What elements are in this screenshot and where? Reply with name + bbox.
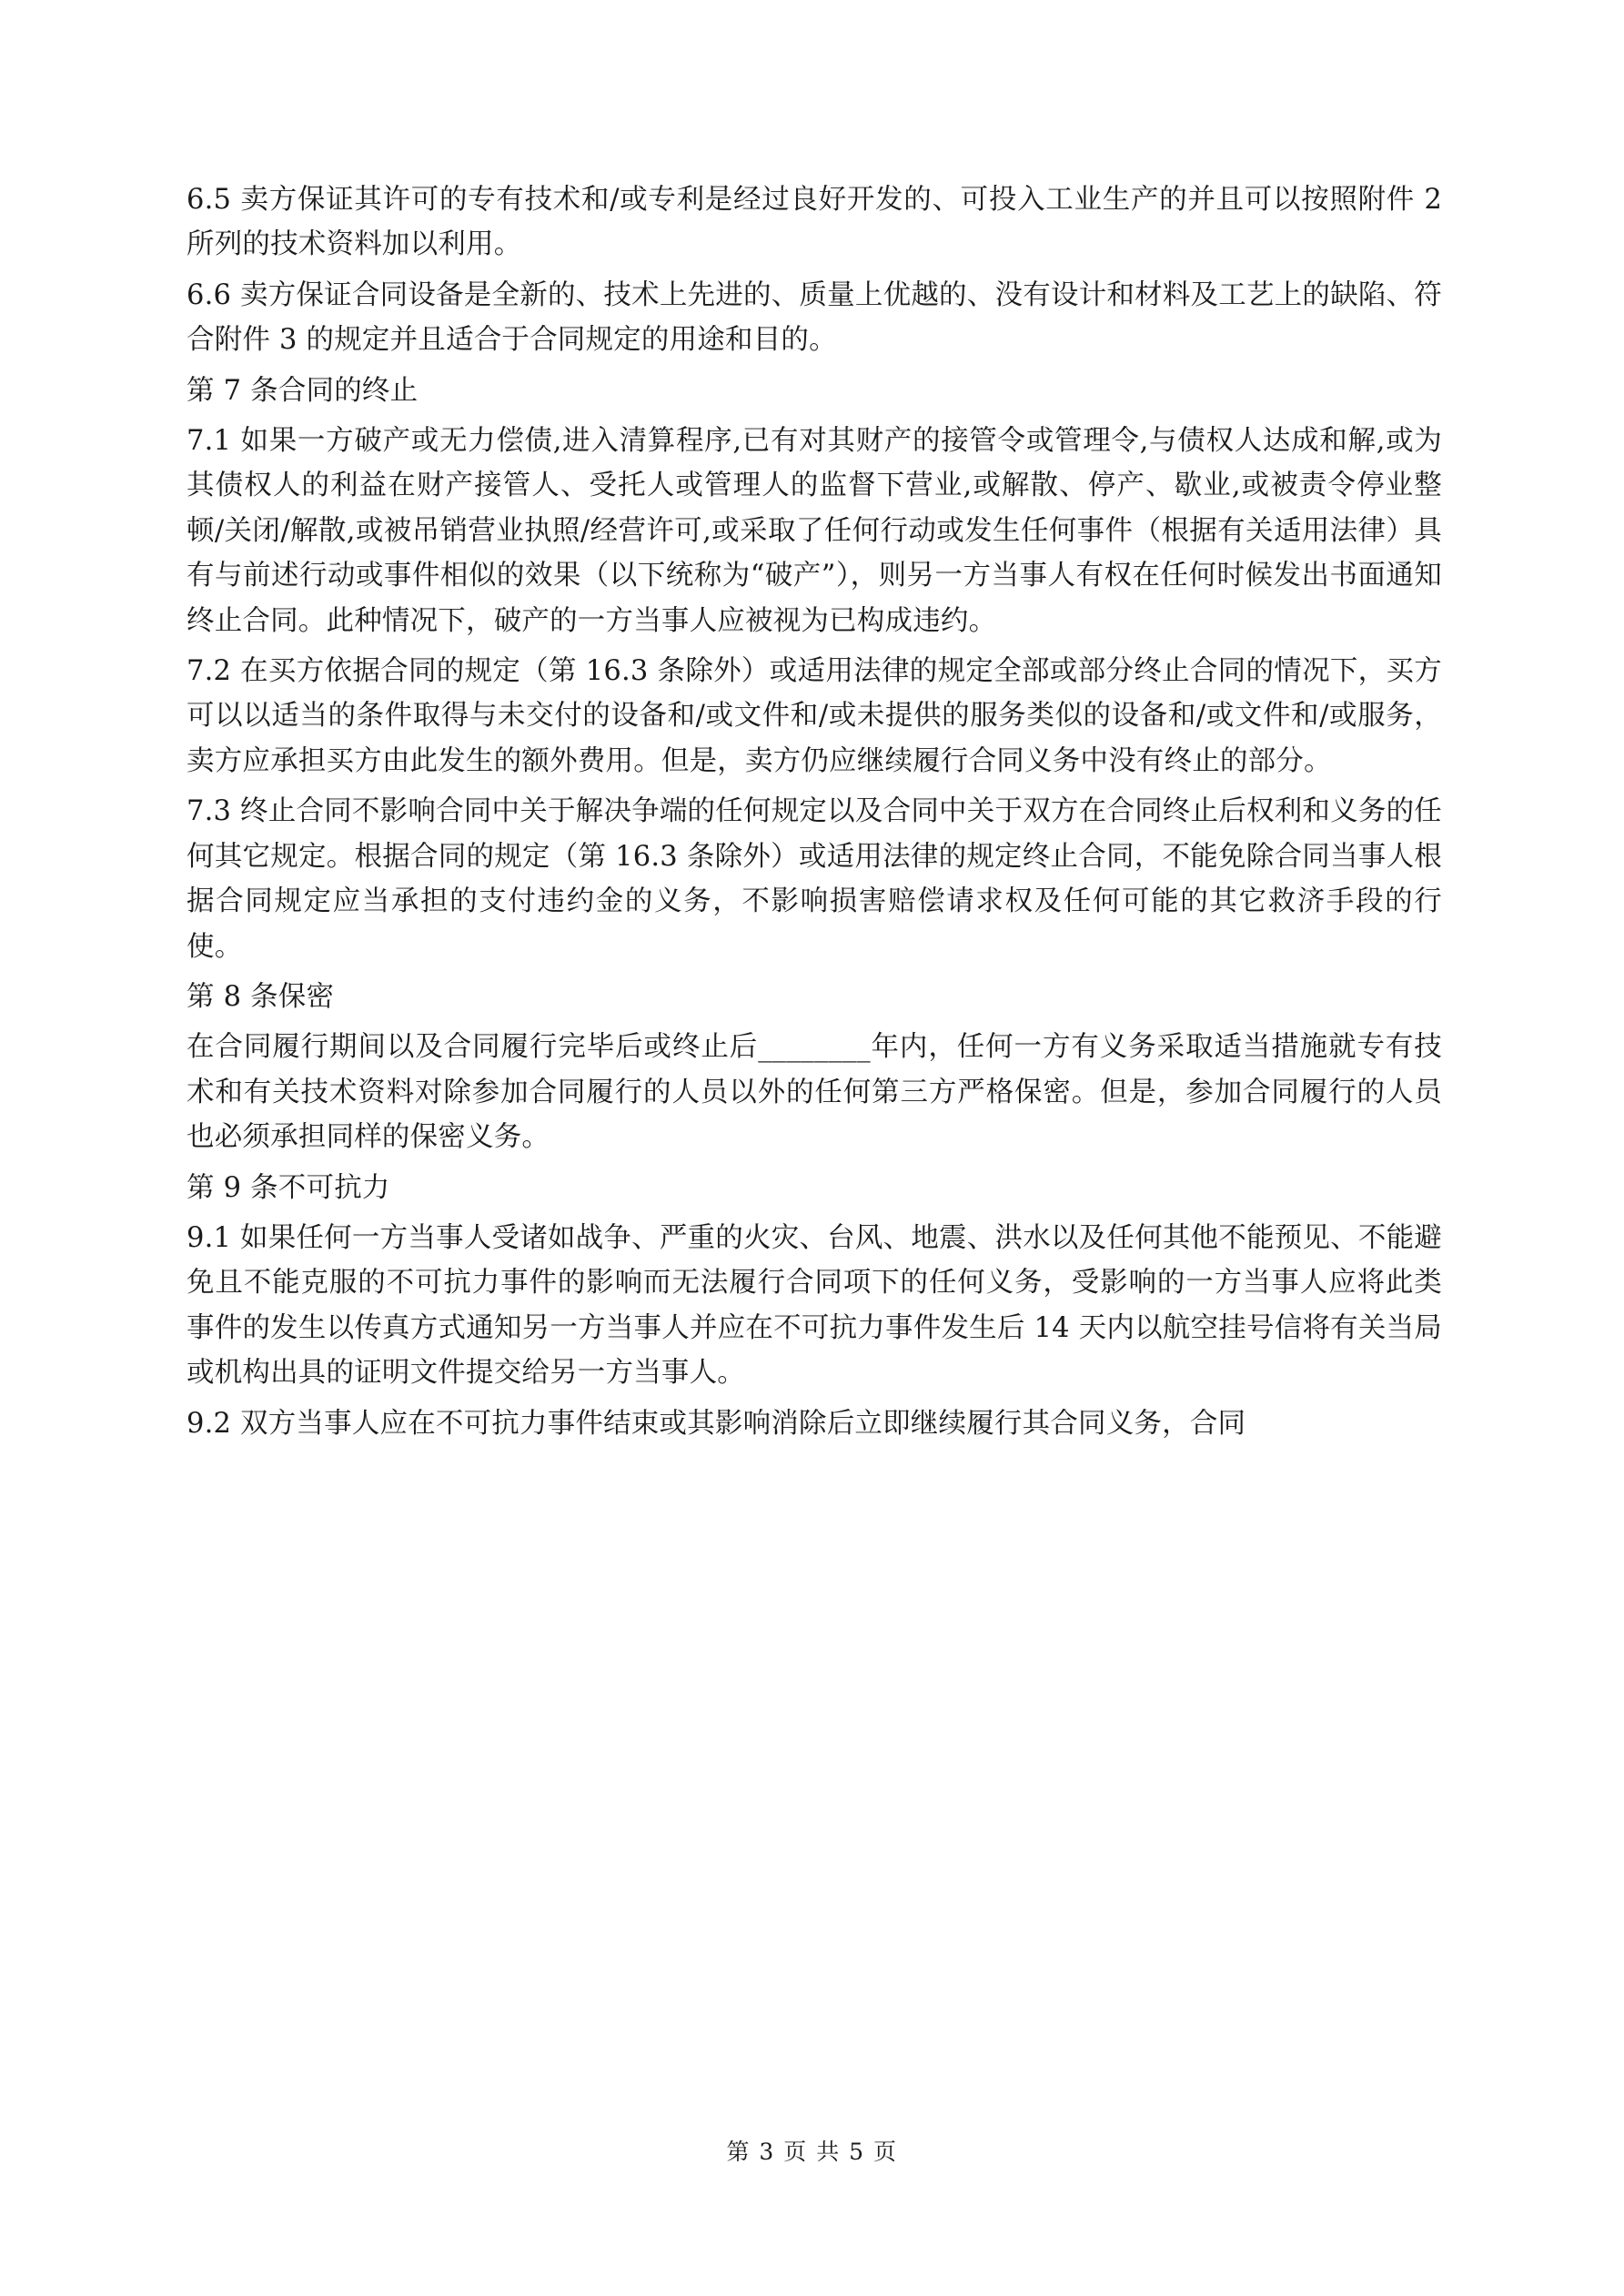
paragraph-8-body: 在合同履行期间以及合同履行完毕后或终止后________年内，任何一方有义务采取适当措施就专有技术和有关技术资料对除参加合同履行的人员以外的任何第三方严格保密。但是，参加合同履行的人员也必须承担同样的保密义务。 xyxy=(187,1031,1442,1154)
document-body xyxy=(187,177,1442,1451)
heading-article-8: 第 8 条保密 xyxy=(187,980,335,1013)
paragraph-7-2: 7.2 在买方依据合同的规定（第 16.3 条除外）或适用法律的规定全部或部分终止合同的情况下，买方可以以适当的条件取得与未交付的设备和/或文件和/或未提供的服务类似的设备和/或文件和/或服务，卖方应承担买方由此发生的额外费用。但是，卖方仍应继续履行合同义务中没有终止的部分。 xyxy=(187,655,1442,777)
page-footer: 第 3 页 共 5 页 xyxy=(726,2139,898,2165)
heading-article-7: 第 7 条合同的终止 xyxy=(187,374,419,407)
heading-article-9: 第 9 条不可抗力 xyxy=(187,1171,390,1204)
paragraph-7-3: 7.3 终止合同不影响合同中关于解决争端的任何规定以及合同中关于双方在合同终止后权利和义务的任何其它规定。根据合同的规定（第 16.3 条除外）或适用法律的规定终止合同，不能免除合同当事人根据合同规定应当承担的支付违约金的义务，不影响损害赔偿请求权及任何可能的其它救济手段的行使。 xyxy=(187,795,1442,963)
paragraph-6-5: 6.5 卖方保证其许可的专有技术和/或专利是经过良好开发的、可投入工业生产的并且可以按照附件 2 所列的技术资料加以利用。 xyxy=(187,184,1442,261)
paragraph-6-6: 6.6 卖方保证合同设备是全新的、技术上先进的、质量上优越的、没有设计和材料及工艺上的缺陷、符合附件 3 的规定并且适合于合同规定的用途和目的。 xyxy=(187,278,1442,357)
paragraph-7-1: 7.1 如果一方破产或无力偿债,进入清算程序,已有对其财产的接管令或管理令,与债权人达成和解,或为其债权人的利益在财产接管人、受托人或管理人的监督下营业,或解散、停产、歇业,或被责令停业整顿/关闭/解散,或被吊销营业执照/经营许可,或采取了任何行动或发生任何事件（根据有关适用法律）具有与前述行动或事件相似的效果（以下统称为“破产”），则另一方当事人有权在任何时候发出书面通知终止合同。此种情况下，破产的一方当事人应被视为已构成违约。 xyxy=(187,425,1442,637)
paragraph-9-1: 9.1 如果任何一方当事人受诸如战争、严重的火灾、台风、地震、洪水以及任何其他不能预见、不能避免且不能克服的不可抗力事件的影响而无法履行合同项下的任何义务，受影响的一方当事人应将此类事件的发生以传真方式通知另一方当事人并应在不可抗力事件发生后 14 天内以航空挂号信将有关当局或机构出具的证明文件提交给另一方当事人。 xyxy=(187,1221,1442,1390)
paragraph-9-2: 9.2 双方当事人应在不可抗力事件结束或其影响消除后立即继续履行其合同义务，合同 xyxy=(187,1407,1246,1440)
